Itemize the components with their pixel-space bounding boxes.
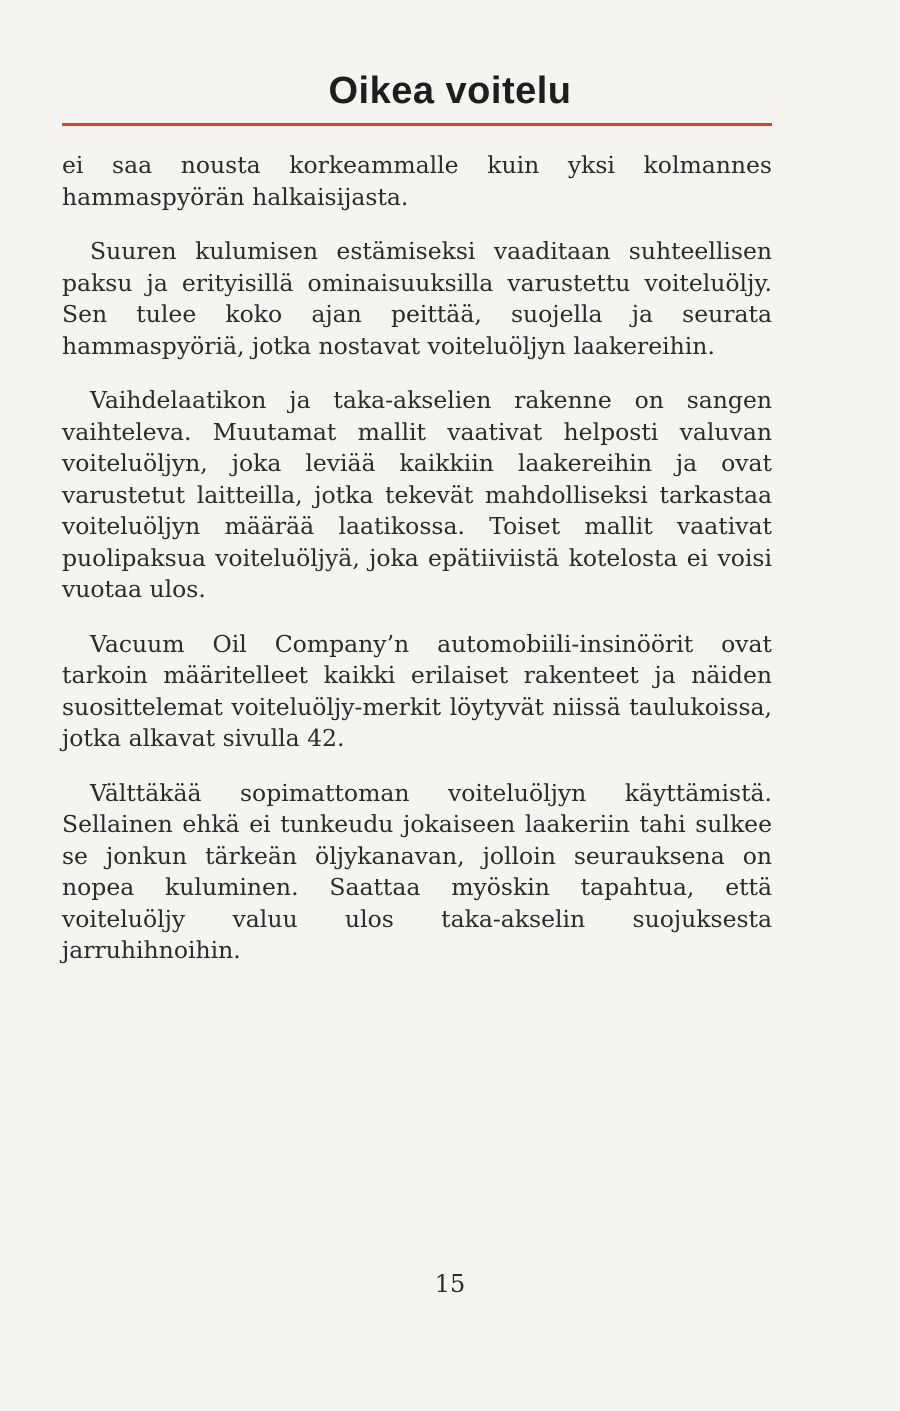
paragraph-2: Suuren kulumisen estämiseksi vaaditaan suhteellisen paksu ja erityisillä ominaisuuksilla varustettu voiteluöljy. Sen tulee koko ajan peittää, suojella ja seurata hammaspyöriä, jotka nostavat voiteluöljyn laakereihin. [62, 237, 772, 360]
paragraph-4: Vacuum Oil Company’n automobiili-insinöörit ovat tarkoin määritelleet kaikki erilaiset rakenteet ja näiden suosittelemat voiteluöljy-merkit löytyvät niissä taulukoissa, jotka alkavat sivulla 42. [62, 629, 772, 752]
page-title: Oikea voitelu [328, 70, 572, 112]
page-number: 15 [434, 1270, 466, 1298]
title-underline-rule [62, 123, 772, 126]
body-text [62, 150, 772, 990]
paragraph-1: ei saa nousta korkeammalle kuin yksi kolmannes hammaspyörän halkaisijasta. [62, 151, 772, 211]
paragraph-5: Välttäkää sopimattoman voiteluöljyn käyttämistä. Sellainen ehkä ei tunkeudu jokaiseen laakeriin tahi sulkee se jonkun tärkeän öljykanavan, jolloin seurauksena on nopea kuluminen. Saattaa myöskin tapahtua, että voiteluöljy valuu ulos taka-akselin suojuksesta jarruhihnoihin. [62, 778, 772, 964]
paragraph-3: Vaihdelaatikon ja taka-akselien rakenne on sangen vaihteleva. Muutamat mallit vaativat helposti valuvan voiteluöljyn, joka leviää kaikkiin laakereihin ja ovat varustetut laitteilla, jotka tekevät mahdolliseksi tarkastaa voiteluöljyn määrää laatikossa. Toiset mallit vaativat puolipaksua voiteluöljyä, joka epätiiviistä kotelosta ei voisi vuotaa ulos. [62, 386, 772, 603]
